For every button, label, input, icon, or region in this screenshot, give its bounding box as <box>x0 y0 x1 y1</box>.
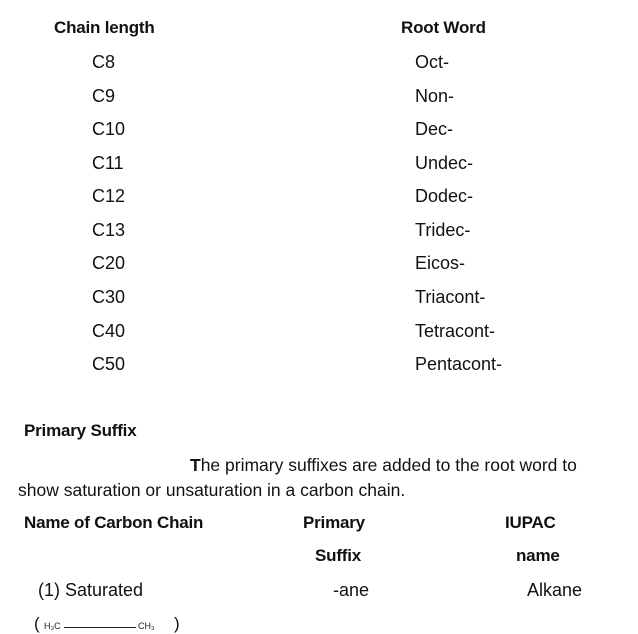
root-cell: Tridec- <box>415 220 471 240</box>
suffix-paragraph-line1 <box>190 455 577 476</box>
close-paren: ) <box>174 614 180 633</box>
chain-cell: C50 <box>92 354 126 374</box>
chain-cell: C13 <box>92 220 126 240</box>
drop-cap: T <box>190 455 201 475</box>
suffix-paragraph-line2: show saturation or unsaturation in a carbon chain. <box>18 480 406 500</box>
chain-cell: C8 <box>92 52 116 72</box>
suffix-header: Suffix <box>315 546 362 565</box>
alkane-name: Alkane <box>527 580 583 600</box>
paragraph-text: he primary suffixes are added to the root word to <box>200 455 577 475</box>
root-cell: Pentacont- <box>415 354 503 374</box>
ane-suffix: -ane <box>333 580 370 600</box>
root-cell: Oct- <box>415 52 449 72</box>
root-cell: Eicos- <box>415 253 466 273</box>
chain-cell: C11 <box>92 153 124 173</box>
single-bond-line <box>64 627 136 628</box>
name-header: name <box>516 546 560 565</box>
formula-h3c: H₃C <box>44 621 61 631</box>
carbon-chain-header: Name of Carbon Chain <box>24 513 204 532</box>
root-cell: Triacont- <box>415 287 486 307</box>
root-cell: Dodec- <box>415 186 474 206</box>
chain-cell: C10 <box>92 119 126 139</box>
chain-length-header: Chain length <box>54 18 155 37</box>
chain-cell: C9 <box>92 86 116 106</box>
primary-suffix-heading: Primary Suffix <box>24 421 137 440</box>
root-cell: Dec- <box>415 119 454 139</box>
chain-cell: C40 <box>92 321 126 341</box>
root-cell: Undec- <box>415 153 474 173</box>
chain-cell: C20 <box>92 253 126 273</box>
saturated-label: (1) Saturated <box>38 580 144 600</box>
chain-cell: C12 <box>92 186 126 206</box>
root-cell: Non- <box>415 86 455 106</box>
iupac-header: IUPAC <box>505 513 556 532</box>
chain-cell: C30 <box>92 287 126 307</box>
formula-ch3: CH₃ <box>138 621 155 631</box>
root-word-header: Root Word <box>401 18 486 37</box>
open-paren: ( <box>34 614 40 633</box>
root-cell: Tetracont- <box>415 321 496 341</box>
primary-header: Primary <box>303 513 365 532</box>
